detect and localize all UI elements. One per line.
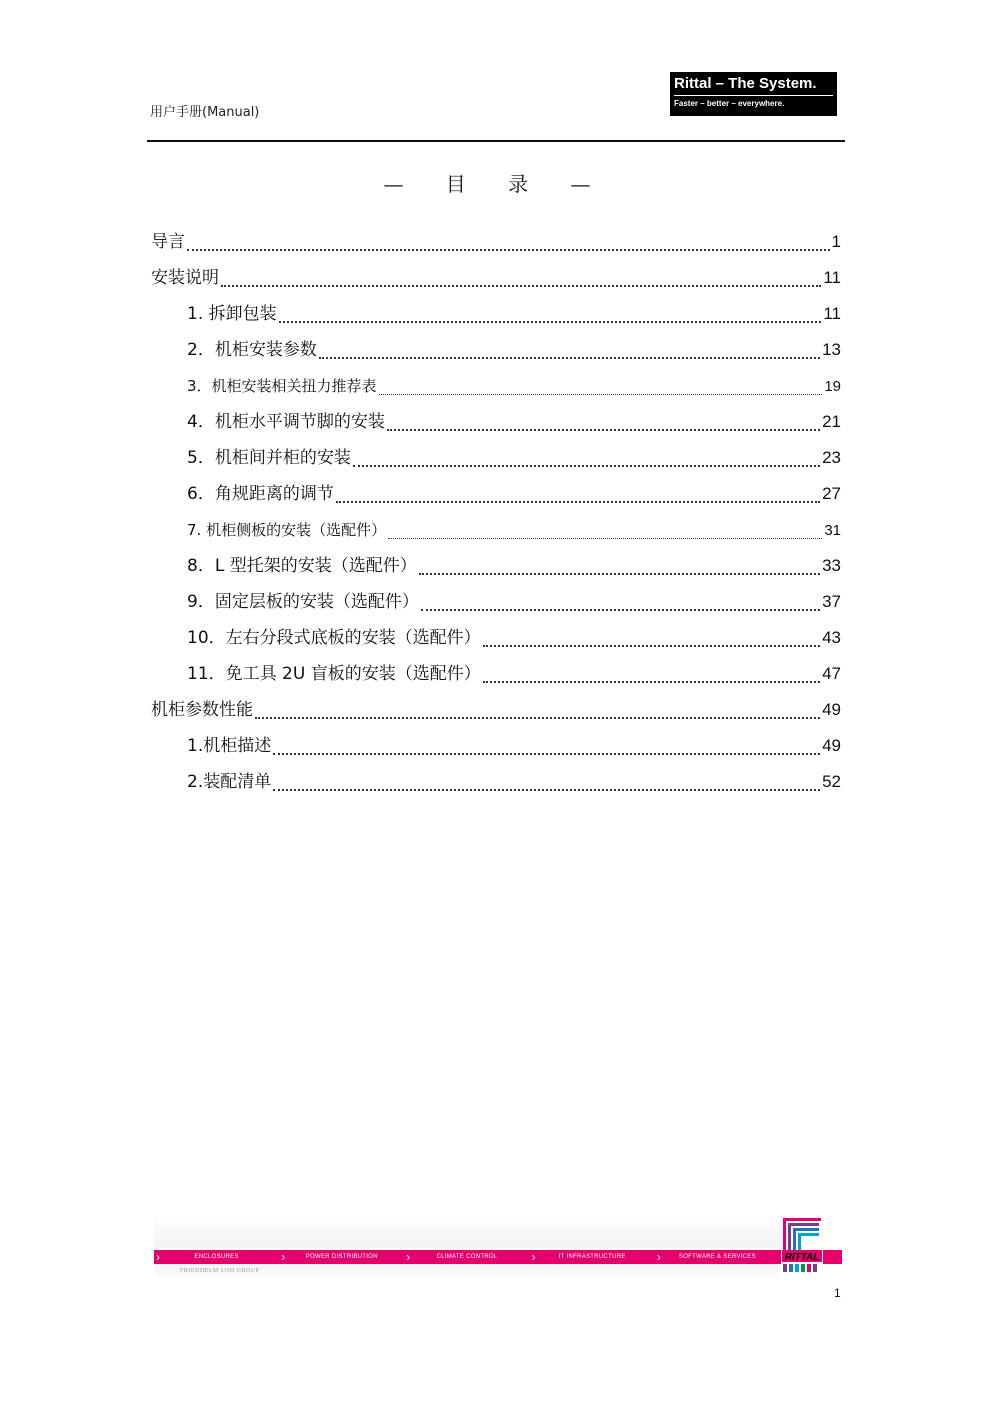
toc-entry[interactable] <box>151 368 841 404</box>
logo-divider <box>674 95 833 96</box>
dot-leader <box>353 465 820 467</box>
rittal-brand-icon <box>781 1216 823 1274</box>
toc-entry-label: 1. 拆卸包装 <box>187 304 277 324</box>
toc-entry-label: 6．角规距离的调节 <box>187 484 334 504</box>
manual-title: 用户手册(Manual) <box>150 105 260 120</box>
toc-entry[interactable] <box>151 728 841 764</box>
band-item <box>404 1250 529 1264</box>
toc-entry[interactable] <box>151 548 841 584</box>
toc-entry-page: 23 <box>822 448 841 467</box>
dot-leader <box>387 429 820 431</box>
toc-entry-page: 19 <box>824 378 841 395</box>
toc-entry[interactable] <box>151 440 841 476</box>
logo-main-text: Rittal – The System. <box>674 75 817 92</box>
toc-entry-label: 8．L 型托架的安装（选配件） <box>187 556 417 576</box>
toc-entry-label: 2.装配清单 <box>187 772 272 792</box>
dot-leader <box>483 645 820 647</box>
toc-heading: — 目 录 — <box>383 172 609 196</box>
band-item <box>154 1250 279 1264</box>
band-label: POWER DISTRIBUTION <box>305 1254 378 1260</box>
dot-leader <box>419 573 820 575</box>
logo-tagline: Faster – better – everywhere. <box>674 99 785 108</box>
toc-entry-page: 31 <box>824 522 841 539</box>
toc-entry-page: 13 <box>822 340 841 359</box>
dot-leader <box>273 789 820 791</box>
chevron-right-icon: › <box>656 1250 662 1264</box>
toc-entry-label: 10．左右分段式底板的安装（选配件） <box>187 628 481 648</box>
toc-entry-label: 11．免工具 2U 盲板的安装（选配件） <box>187 664 481 684</box>
rittal-logo <box>670 72 837 116</box>
toc-entry[interactable] <box>151 512 841 548</box>
dot-leader <box>319 357 820 359</box>
toc-entry-label: 导言 <box>151 232 185 252</box>
dot-leader <box>279 321 822 323</box>
toc-entry[interactable] <box>151 764 841 800</box>
footer-shade-top <box>154 1212 780 1248</box>
toc-entry[interactable] <box>151 476 841 512</box>
toc-entry[interactable] <box>151 224 841 260</box>
toc-entry-label: 机柜参数性能 <box>151 700 253 720</box>
footer-band-items <box>154 1250 780 1264</box>
toc-entry[interactable] <box>151 620 841 656</box>
header-rule <box>147 140 845 142</box>
chevron-right-icon: › <box>281 1250 286 1264</box>
chevron-right-icon: › <box>156 1250 161 1264</box>
toc-entry[interactable] <box>151 296 841 332</box>
band-item <box>530 1250 655 1264</box>
toc-entry[interactable] <box>151 404 841 440</box>
toc-entry[interactable] <box>151 692 841 728</box>
toc-entry-label: 7. 机柜侧板的安装（选配件） <box>187 521 387 539</box>
toc-entry-page: 33 <box>822 556 841 575</box>
toc-entry-label: 9．固定层板的安装（选配件） <box>187 592 419 612</box>
band-label: SOFTWARE & SERVICES <box>678 1254 756 1260</box>
toc-entry[interactable] <box>151 584 841 620</box>
toc-entry-page: 47 <box>822 664 841 683</box>
dot-leader <box>336 501 820 503</box>
toc-entry-label: 5．机柜间并柜的安装 <box>187 448 351 468</box>
chevron-right-icon: › <box>406 1250 411 1264</box>
toc-entry-page: 49 <box>822 700 841 719</box>
brand-wordmark: RITTAL <box>784 1252 820 1263</box>
toc-entry-label: 3．机柜安装相关扭力推荐表 <box>187 377 377 395</box>
toc-entry-label: 1.机柜描述 <box>187 736 272 756</box>
toc-entry[interactable] <box>151 656 841 692</box>
page-number: 1 <box>834 1286 841 1300</box>
toc-entry-label: 4．机柜水平调节脚的安装 <box>187 412 385 432</box>
toc-entry-label: 2．机柜安装参数 <box>187 340 317 360</box>
dot-leader <box>421 609 820 611</box>
band-item <box>279 1250 404 1264</box>
toc-entry[interactable] <box>151 332 841 368</box>
toc-entry-page: 11 <box>823 268 841 287</box>
toc-entry-page: 27 <box>822 484 841 503</box>
toc-entry-page: 49 <box>822 736 841 755</box>
dot-leader <box>388 538 822 539</box>
toc-entry-label: 安装说明 <box>151 268 219 288</box>
band-label: CLIMATE CONTROL <box>436 1254 498 1260</box>
band-item <box>655 1250 780 1264</box>
table-of-contents <box>151 224 841 800</box>
dot-leader <box>221 285 821 287</box>
toc-entry-page: 21 <box>822 412 841 431</box>
toc-entry-page: 37 <box>822 592 841 611</box>
toc-entry-page: 1 <box>831 232 841 251</box>
dot-leader <box>255 717 820 719</box>
dot-leader <box>187 249 830 251</box>
band-label: ENCLOSURES <box>194 1254 239 1260</box>
chevron-right-icon: › <box>531 1250 536 1264</box>
dot-leader <box>273 753 820 755</box>
group-name: FRIEDHELM LOH GROUP <box>180 1268 260 1274</box>
toc-entry-page: 11 <box>823 304 841 323</box>
toc-entry-page: 43 <box>822 628 841 647</box>
toc-entry[interactable] <box>151 260 841 296</box>
toc-entry-page: 52 <box>822 772 841 791</box>
dot-leader <box>379 394 823 395</box>
dot-leader <box>483 681 820 683</box>
band-label: IT INFRASTRUCTURE <box>558 1254 626 1260</box>
